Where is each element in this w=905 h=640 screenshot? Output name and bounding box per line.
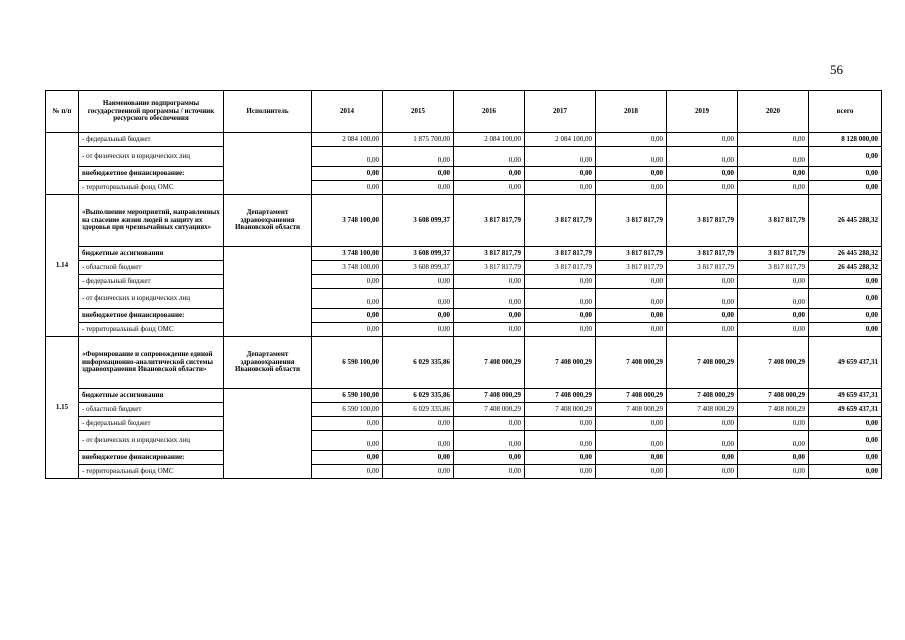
year-value: 0,00 bbox=[525, 289, 596, 309]
total-value: 49 659 437,31 bbox=[809, 403, 882, 417]
total-value: 49 659 437,31 bbox=[809, 389, 882, 403]
year-value: 7 408 000,29 bbox=[667, 403, 738, 417]
year-value: 3 817 817,79 bbox=[667, 261, 738, 275]
year-value: 0,00 bbox=[454, 417, 525, 431]
year-value: 0,00 bbox=[667, 451, 738, 465]
year-value: 0,00 bbox=[383, 289, 454, 309]
executor-blank bbox=[224, 133, 312, 195]
source-label: бюджетные ассигнования bbox=[79, 247, 224, 261]
header-year-2019: 2019 bbox=[667, 91, 738, 133]
year-value: 0,00 bbox=[454, 309, 525, 323]
year-value: 3 817 817,79 bbox=[596, 195, 667, 247]
year-value: 0,00 bbox=[383, 309, 454, 323]
year-value: 7 408 000,29 bbox=[525, 337, 596, 389]
executor-blank bbox=[224, 247, 312, 337]
table-row bbox=[46, 247, 882, 261]
header-name: Наименование подпрограммы государственной программы / источник ресурсного обеспечения bbox=[79, 91, 224, 133]
source-label: внебюджетное финансирование: bbox=[79, 167, 224, 181]
total-value: 0,00 bbox=[809, 465, 882, 479]
year-value: 6 029 335,86 bbox=[383, 337, 454, 389]
year-value: 0,00 bbox=[383, 275, 454, 289]
total-value: 0,00 bbox=[809, 431, 882, 451]
year-value: 0,00 bbox=[525, 431, 596, 451]
year-value: 0,00 bbox=[383, 417, 454, 431]
year-value: 0,00 bbox=[596, 289, 667, 309]
total-value: 0,00 bbox=[809, 289, 882, 309]
year-value: 0,00 bbox=[667, 181, 738, 195]
row-number: 1.14 bbox=[46, 195, 79, 337]
year-value: 0,00 bbox=[312, 417, 383, 431]
year-value: 3 817 817,79 bbox=[454, 247, 525, 261]
year-value: 0,00 bbox=[667, 275, 738, 289]
year-value: 0,00 bbox=[667, 289, 738, 309]
total-value: 0,00 bbox=[809, 167, 882, 181]
year-value: 0,00 bbox=[525, 465, 596, 479]
year-value: 3 817 817,79 bbox=[525, 247, 596, 261]
header-year-2015: 2015 bbox=[383, 91, 454, 133]
year-value: 0,00 bbox=[596, 309, 667, 323]
year-value: 7 408 000,29 bbox=[596, 403, 667, 417]
year-value: 7 408 000,29 bbox=[596, 337, 667, 389]
header-num: № п/п bbox=[46, 91, 79, 133]
year-value: 0,00 bbox=[738, 431, 809, 451]
year-value: 2 084 100,00 bbox=[312, 133, 383, 147]
source-label: - областной бюджет bbox=[79, 403, 224, 417]
source-label: - областной бюджет bbox=[79, 261, 224, 275]
year-value: 3 817 817,79 bbox=[667, 247, 738, 261]
year-value: 0,00 bbox=[383, 465, 454, 479]
year-value: 7 408 000,29 bbox=[667, 337, 738, 389]
year-value: 2 084 100,00 bbox=[525, 133, 596, 147]
year-value: 3 817 817,79 bbox=[525, 195, 596, 247]
year-value: 0,00 bbox=[525, 309, 596, 323]
header-year-2018: 2018 bbox=[596, 91, 667, 133]
year-value: 0,00 bbox=[312, 147, 383, 167]
year-value: 3 817 817,79 bbox=[667, 195, 738, 247]
year-value: 3 817 817,79 bbox=[738, 195, 809, 247]
year-value: 0,00 bbox=[667, 431, 738, 451]
year-value: 0,00 bbox=[525, 167, 596, 181]
year-value: 3 748 100,00 bbox=[312, 261, 383, 275]
source-label: - территориальный фонд ОМС bbox=[79, 465, 224, 479]
year-value: 0,00 bbox=[667, 323, 738, 337]
year-value: 0,00 bbox=[454, 451, 525, 465]
year-value: 0,00 bbox=[667, 147, 738, 167]
year-value: 0,00 bbox=[525, 181, 596, 195]
year-value: 0,00 bbox=[738, 181, 809, 195]
year-value: 3 817 817,79 bbox=[596, 261, 667, 275]
source-label: внебюджетное финансирование: bbox=[79, 451, 224, 465]
year-value: 0,00 bbox=[667, 309, 738, 323]
page-number: 56 bbox=[830, 62, 843, 77]
year-value: 0,00 bbox=[454, 289, 525, 309]
year-value: 0,00 bbox=[312, 431, 383, 451]
table-row bbox=[46, 167, 882, 181]
year-value: 0,00 bbox=[454, 465, 525, 479]
total-value: 0,00 bbox=[809, 417, 882, 431]
table-row bbox=[46, 133, 882, 147]
year-value: 6 590 100,00 bbox=[312, 337, 383, 389]
total-value: 49 659 437,31 bbox=[809, 337, 882, 389]
year-value: 0,00 bbox=[312, 181, 383, 195]
table-row bbox=[46, 389, 882, 403]
year-value: 0,00 bbox=[525, 323, 596, 337]
year-value: 0,00 bbox=[667, 465, 738, 479]
year-value: 0,00 bbox=[667, 167, 738, 181]
year-value: 7 408 000,29 bbox=[738, 389, 809, 403]
table-row bbox=[46, 323, 882, 337]
source-label: - от физических и юридических лиц bbox=[79, 147, 224, 167]
year-value: 3 817 817,79 bbox=[738, 247, 809, 261]
year-value: 0,00 bbox=[525, 275, 596, 289]
total-value: 8 128 000,00 bbox=[809, 133, 882, 147]
year-value: 0,00 bbox=[383, 451, 454, 465]
year-value: 3 608 099,37 bbox=[383, 261, 454, 275]
table-row bbox=[46, 417, 882, 431]
source-label: - от физических и юридических лиц bbox=[79, 431, 224, 451]
total-value: 26 445 288,32 bbox=[809, 247, 882, 261]
header-year-2017: 2017 bbox=[525, 91, 596, 133]
row-number: 1.15 bbox=[46, 337, 79, 479]
table-row bbox=[46, 147, 882, 167]
year-value: 3 817 817,79 bbox=[738, 261, 809, 275]
source-label: - федеральный бюджет bbox=[79, 133, 224, 147]
year-value: 0,00 bbox=[312, 451, 383, 465]
source-label: бюджетные ассигнования bbox=[79, 389, 224, 403]
table-row bbox=[46, 195, 882, 247]
table-row bbox=[46, 289, 882, 309]
year-value: 0,00 bbox=[383, 323, 454, 337]
year-value: 7 408 000,29 bbox=[454, 403, 525, 417]
source-label: - территориальный фонд ОМС bbox=[79, 323, 224, 337]
header-year-2016: 2016 bbox=[454, 91, 525, 133]
source-label: - территориальный фонд ОМС bbox=[79, 181, 224, 195]
row-number-blank bbox=[46, 133, 79, 195]
year-value: 7 408 000,29 bbox=[454, 389, 525, 403]
year-value: 0,00 bbox=[667, 417, 738, 431]
total-value: 0,00 bbox=[809, 275, 882, 289]
year-value: 0,00 bbox=[383, 431, 454, 451]
year-value: 0,00 bbox=[596, 323, 667, 337]
year-value: 7 408 000,29 bbox=[596, 389, 667, 403]
table-row bbox=[46, 465, 882, 479]
year-value: 2 084 100,00 bbox=[454, 133, 525, 147]
year-value: 3 817 817,79 bbox=[596, 247, 667, 261]
year-value: 0,00 bbox=[525, 147, 596, 167]
year-value: 6 590 100,00 bbox=[312, 403, 383, 417]
header-row bbox=[46, 91, 882, 133]
header-year-2020: 2020 bbox=[738, 91, 809, 133]
year-value: 0,00 bbox=[738, 309, 809, 323]
year-value: 0,00 bbox=[596, 431, 667, 451]
year-value: 0,00 bbox=[738, 451, 809, 465]
year-value: 6 590 100,00 bbox=[312, 389, 383, 403]
year-value: 0,00 bbox=[383, 147, 454, 167]
year-value: 7 408 000,29 bbox=[738, 337, 809, 389]
year-value: 0,00 bbox=[667, 133, 738, 147]
subprogram-title: «Формирование и сопровождение единой информационно-аналитической системы здравоохранения Ивановской области» bbox=[79, 337, 224, 389]
year-value: 0,00 bbox=[312, 167, 383, 181]
year-value: 0,00 bbox=[454, 323, 525, 337]
total-value: 0,00 bbox=[809, 323, 882, 337]
year-value: 0,00 bbox=[596, 417, 667, 431]
year-value: 0,00 bbox=[596, 451, 667, 465]
year-value: 0,00 bbox=[454, 181, 525, 195]
table-row bbox=[46, 309, 882, 323]
year-value: 3 748 100,00 bbox=[312, 195, 383, 247]
year-value: 7 408 000,29 bbox=[454, 337, 525, 389]
year-value: 0,00 bbox=[312, 275, 383, 289]
year-value: 0,00 bbox=[454, 431, 525, 451]
year-value: 6 029 335,86 bbox=[383, 389, 454, 403]
source-label: - федеральный бюджет bbox=[79, 417, 224, 431]
table-row bbox=[46, 403, 882, 417]
table-row bbox=[46, 275, 882, 289]
year-value: 3 608 099,37 bbox=[383, 195, 454, 247]
year-value: 0,00 bbox=[738, 167, 809, 181]
total-value: 0,00 bbox=[809, 451, 882, 465]
table-row bbox=[46, 181, 882, 195]
table-row bbox=[46, 337, 882, 389]
year-value: 0,00 bbox=[738, 147, 809, 167]
total-value: 0,00 bbox=[809, 181, 882, 195]
header-year-2014: 2014 bbox=[312, 91, 383, 133]
year-value: 0,00 bbox=[312, 323, 383, 337]
year-value: 0,00 bbox=[738, 323, 809, 337]
year-value: 0,00 bbox=[454, 275, 525, 289]
year-value: 7 408 000,29 bbox=[525, 389, 596, 403]
source-label: внебюджетное финансирование: bbox=[79, 309, 224, 323]
source-label: - от физических и юридических лиц bbox=[79, 289, 224, 309]
table-row bbox=[46, 431, 882, 451]
year-value: 0,00 bbox=[596, 133, 667, 147]
year-value: 0,00 bbox=[738, 133, 809, 147]
executor-blank bbox=[224, 389, 312, 479]
year-value: 0,00 bbox=[383, 181, 454, 195]
subprogram-title: «Выполнение мероприятий, направленных на спасение жизни людей и защиту их здоровья при чрезвычайных ситуациях» bbox=[79, 195, 224, 247]
year-value: 7 408 000,29 bbox=[525, 403, 596, 417]
year-value: 0,00 bbox=[596, 167, 667, 181]
year-value: 3 817 817,79 bbox=[525, 261, 596, 275]
year-value: 0,00 bbox=[738, 275, 809, 289]
table-row bbox=[46, 451, 882, 465]
total-value: 0,00 bbox=[809, 147, 882, 167]
year-value: 0,00 bbox=[312, 465, 383, 479]
year-value: 7 408 000,29 bbox=[667, 389, 738, 403]
year-value: 0,00 bbox=[383, 167, 454, 181]
year-value: 1 875 700,00 bbox=[383, 133, 454, 147]
budget-table bbox=[45, 90, 882, 479]
year-value: 0,00 bbox=[738, 289, 809, 309]
total-value: 26 445 288,32 bbox=[809, 261, 882, 275]
year-value: 0,00 bbox=[738, 465, 809, 479]
year-value: 0,00 bbox=[454, 147, 525, 167]
header-total: всего bbox=[809, 91, 882, 133]
year-value: 3 817 817,79 bbox=[454, 195, 525, 247]
year-value: 3 817 817,79 bbox=[454, 261, 525, 275]
year-value: 0,00 bbox=[312, 309, 383, 323]
executor-cell: Департамент здравоохранения Ивановской области bbox=[224, 195, 312, 247]
year-value: 7 408 000,29 bbox=[738, 403, 809, 417]
year-value: 0,00 bbox=[525, 451, 596, 465]
total-value: 0,00 bbox=[809, 309, 882, 323]
year-value: 0,00 bbox=[596, 181, 667, 195]
year-value: 0,00 bbox=[596, 275, 667, 289]
year-value: 0,00 bbox=[312, 289, 383, 309]
table-row bbox=[46, 261, 882, 275]
year-value: 0,00 bbox=[596, 465, 667, 479]
executor-cell: Департамент здравоохранения Ивановской области bbox=[224, 337, 312, 389]
year-value: 3 608 099,37 bbox=[383, 247, 454, 261]
header-executor: Исполнитель bbox=[224, 91, 312, 133]
total-value: 26 445 288,32 bbox=[809, 195, 882, 247]
year-value: 3 748 100,00 bbox=[312, 247, 383, 261]
year-value: 0,00 bbox=[454, 167, 525, 181]
year-value: 6 029 335,86 bbox=[383, 403, 454, 417]
year-value: 0,00 bbox=[525, 417, 596, 431]
year-value: 0,00 bbox=[596, 147, 667, 167]
source-label: - федеральный бюджет bbox=[79, 275, 224, 289]
year-value: 0,00 bbox=[738, 417, 809, 431]
